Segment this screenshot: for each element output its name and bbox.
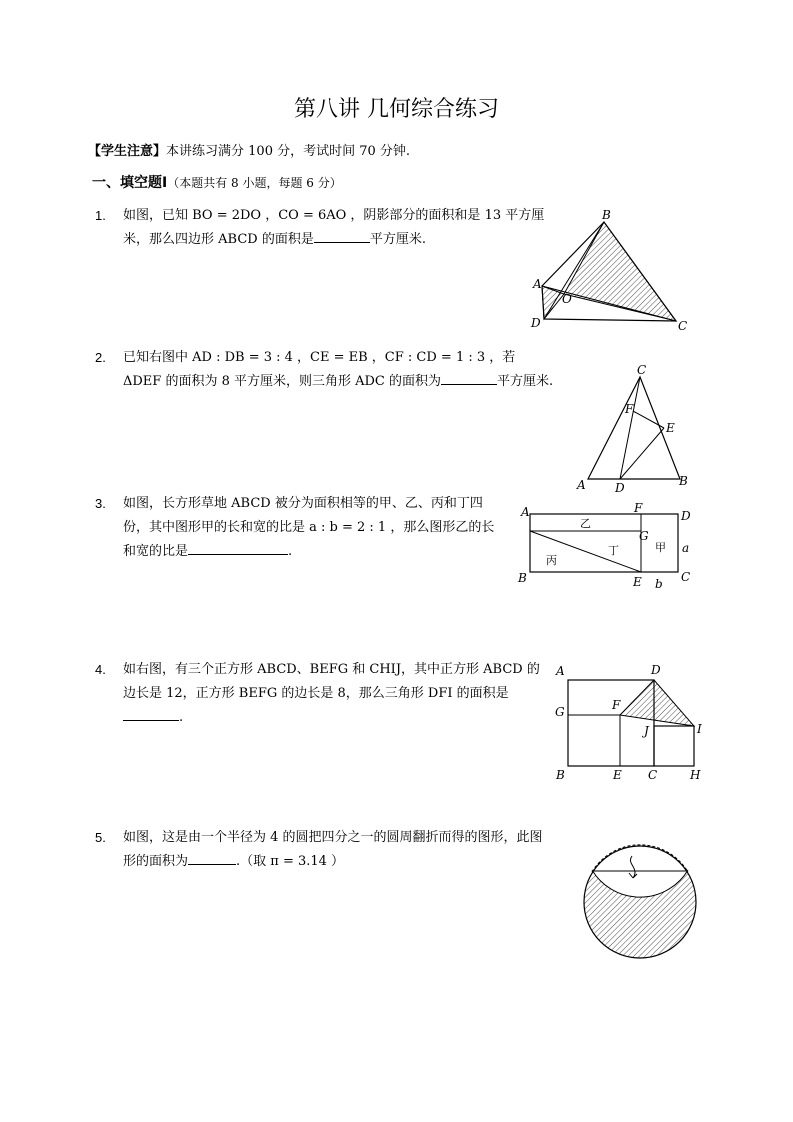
label-E: E (613, 768, 622, 782)
label-J: J (644, 724, 649, 738)
label-C: C (637, 363, 647, 377)
question-text-after: 平方厘米. (369, 232, 426, 247)
label-B: B (518, 571, 527, 585)
folded-arc-original (592, 845, 688, 872)
label-a: a (682, 541, 690, 555)
label-E: E (633, 575, 642, 589)
section-note: （本题共有 8 小题，每题 6 分） (167, 176, 342, 190)
question-number: 1. (95, 208, 106, 223)
question-number: 5. (95, 830, 106, 845)
label-yi: 乙 (580, 517, 591, 530)
label-G: G (639, 529, 649, 543)
label-A: A (556, 664, 565, 678)
label-jia: 甲 (655, 541, 666, 554)
label-ding: 丁 (608, 544, 619, 557)
notice-label: 【学生注意】 (88, 144, 167, 159)
question-text: 如图，这是由一个半径为 4 的圆把四分之一的圆周翻折而得的图形，此图形的面积为 (123, 830, 543, 869)
label-O: O (562, 292, 572, 306)
section-label: 一、填空题Ⅰ (92, 175, 168, 191)
question-text-after: .（取 π = 3.14 ） (236, 854, 345, 869)
label-D: D (531, 316, 541, 330)
label-E: E (666, 421, 675, 435)
question-text: 已知右图中 AD : DB = 3 : 4 ，CE = EB ，CF : CD = 1 : 3 ，若 ΔDEF 的面积为 8 平方厘米，则三角形 ADC 的面积为 (123, 350, 516, 389)
label-D: D (651, 663, 661, 677)
question-text: 如图，长方形草地 ABCD 被分为面积相等的甲、乙、丙和丁四份，其中图形甲的长和宽的比是 a : b = 2 : 1 ，那么图形乙的长和宽的比是 (123, 496, 495, 559)
question-text: 如右图，有三个正方形 ABCD、BEFG 和 CHIJ，其中正方形 ABCD 的边长是 12，正方形 BEFG 的边长是 8，那么三角形 DFI 的面积是 (123, 662, 540, 701)
label-B: B (556, 768, 565, 782)
label-G: G (555, 705, 565, 719)
label-bing: 丙 (546, 554, 557, 567)
label-A: A (533, 277, 542, 291)
question-number: 4. (95, 662, 106, 677)
label-F: F (612, 698, 621, 712)
question-text-after: 平方厘米. (497, 374, 554, 389)
label-H: H (690, 768, 701, 782)
notice-text: 本讲练习满分 100 分，考试时间 70 分钟. (166, 144, 411, 159)
label-B: B (602, 208, 611, 222)
label-F: F (625, 402, 634, 416)
question-text-after: . (179, 710, 184, 725)
label-C: C (678, 319, 688, 333)
label-D: D (681, 509, 691, 523)
page-title: 第八讲 几何综合练习 (294, 97, 499, 122)
label-D: D (615, 481, 625, 495)
label-C: C (648, 768, 658, 782)
question-number: 3. (95, 496, 106, 511)
question-text: 如图，已知 BO = 2DO ，CO = 6AO ，阴影部分的面积和是 13 平方厘米，那么四边形 ABCD 的面积是 (123, 208, 545, 247)
question-number: 2. (95, 350, 106, 365)
label-b: b (655, 577, 663, 591)
question-text-after: . (288, 544, 293, 559)
label-A: A (521, 505, 530, 519)
label-C: C (681, 570, 691, 584)
label-B: B (679, 474, 688, 488)
label-A: A (577, 478, 586, 492)
label-F: F (634, 501, 643, 515)
label-I: I (697, 722, 702, 736)
